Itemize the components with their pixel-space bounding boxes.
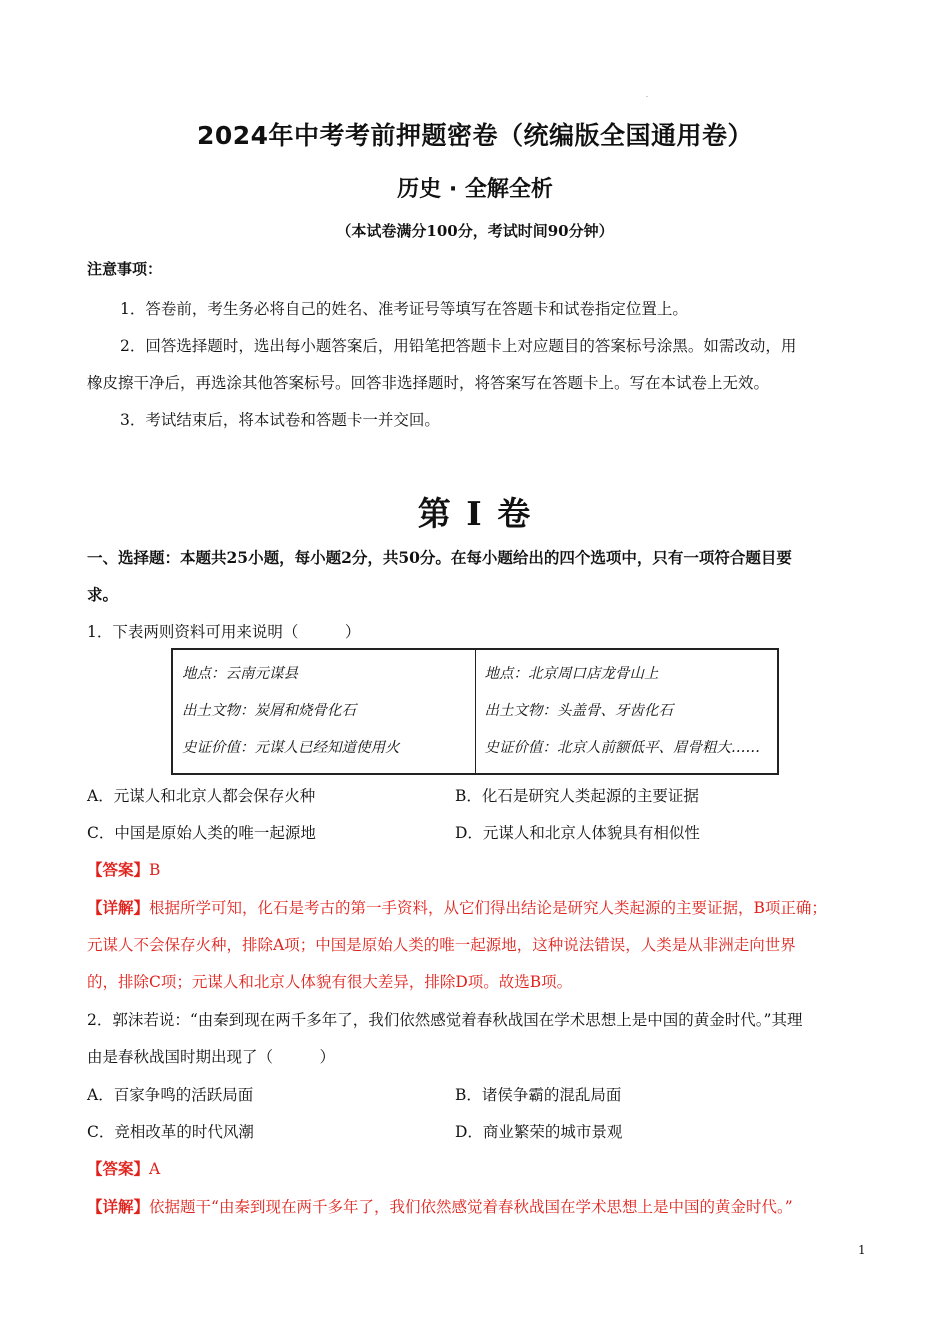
q2-explain-tag: 【详解】 — [87, 1197, 150, 1216]
q2-option-b: B．诸侯争霸的混乱局面 — [455, 1086, 622, 1104]
q2-option-d: D．商业繁荣的城市景观 — [455, 1123, 623, 1141]
exam-subtitle: 历史 · 全解全析 — [397, 177, 553, 202]
q2-answer-tag: 【答案】 — [87, 1159, 150, 1178]
exam-note: （本试卷满分100分，考试时间90分钟） — [336, 222, 614, 240]
q2-stem-2: 由是春秋战国时期出现了（ ） — [87, 1048, 336, 1066]
q2-stem-1: 2．郭沫若说：“由秦到现在两千多年了，我们依然感觉着春秋战国在学术思想上是中国的黄金时代。”其理 — [87, 1011, 803, 1029]
notice-line-4: 3．考试结束后，将本试卷和答题卡一并交回。 — [120, 411, 440, 429]
q2-explain — [87, 1195, 793, 1217]
q1-answer-tag: 【答案】 — [87, 860, 150, 879]
q1-table-left-cell — [172, 649, 475, 774]
q1-explain-1 — [87, 896, 827, 918]
q1-answer-value: B — [149, 861, 161, 879]
q2-answer-value: A — [149, 1160, 161, 1178]
notice-line-2: 2．回答选择题时，选出每小题答案后，用铅笔把答题卡上对应题目的答案标号涂黑。如需改动，用 — [120, 337, 797, 355]
q1-left-value: 史证价值：元谋人已经知道使用火 — [182, 740, 400, 756]
q2-option-a: A．百家争鸣的活跃局面 — [87, 1086, 254, 1104]
notice-title: 注意事项： — [87, 260, 163, 278]
notice-line-3: 橡皮擦干净后，再选涂其他答案标号。回答非选择题时，将答案写在答题卡上。写在本试卷上无效。 — [87, 374, 770, 392]
q1-explain-text-1: 根据所学可知，化石是考古的第一手资料，从它们得出结论是研究人类起源的主要证据，B项正确； — [149, 899, 827, 917]
q1-option-a: A．元谋人和北京人都会保存火种 — [87, 787, 316, 805]
q2-option-c: C．竞相改革的时代风潮 — [87, 1123, 254, 1141]
q2-answer — [87, 1157, 160, 1179]
q1-left-artifacts: 出土文物：炭屑和烧骨化石 — [182, 703, 356, 719]
q1-explain-tag: 【详解】 — [87, 898, 150, 917]
q1-option-d: D．元谋人和北京人体貌具有相似性 — [455, 824, 700, 842]
q1-explain-3: 的，排除C项；元谋人和北京人体貌有很大差异，排除D项。故选B项。 — [87, 973, 573, 991]
q1-stem: 1．下表两则资料可用来说明（ ） — [87, 623, 361, 641]
q1-right-artifacts: 出土文物：头盖骨、牙齿化石 — [484, 703, 673, 719]
notice-line-1: 1．答卷前，考生务必将自己的姓名、准考证号等填写在答题卡和试卷指定位置上。 — [120, 300, 688, 318]
q1-left-location: 地点：云南元谋县 — [182, 666, 298, 682]
section-instructions-1: 一、选择题：本题共25小题，每小题2分，共50分。在每小题给出的四个选项中，只有一项符合题目要 — [87, 548, 792, 567]
q1-source-table — [171, 648, 779, 775]
q1-right-location: 地点：北京周口店龙骨山上 — [484, 666, 659, 682]
page-dot: . — [646, 92, 648, 99]
q1-table-right-cell — [475, 649, 778, 774]
q1-explain-2: 元谋人不会保存火种，排除A项；中国是原始人类的唯一起源地，这种说法错误，人类是从非洲走向世界 — [87, 936, 796, 954]
q1-right-value: 史证价值：北京人前额低平、眉骨粗大…… — [484, 740, 760, 756]
q2-explain-text: 依据题干“由秦到现在两千多年了，我们依然感觉着春秋战国在学术思想上是中国的黄金时代。” — [149, 1198, 793, 1216]
exam-title: 2024年中考考前押题密卷（统编版全国通用卷） — [196, 121, 754, 150]
q1-option-b: B．化石是研究人类起源的主要证据 — [455, 787, 699, 805]
q1-option-c: C．中国是原始人类的唯一起源地 — [87, 824, 316, 842]
section-instructions-2: 求。 — [87, 585, 119, 604]
page-number: 1 — [858, 1243, 866, 1257]
q1-answer — [87, 858, 160, 880]
section-title: 第 I 卷 — [417, 494, 533, 533]
